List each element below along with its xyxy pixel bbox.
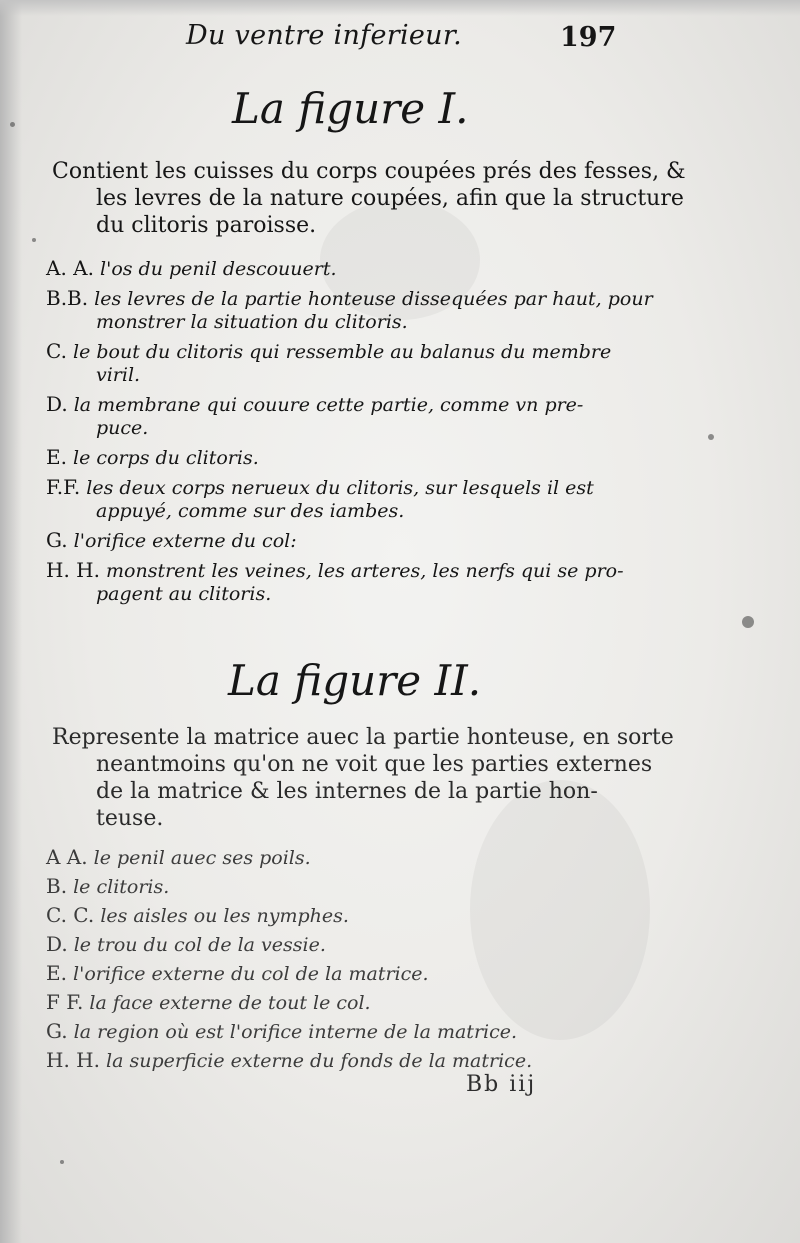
- legend-key: B.B.: [46, 286, 89, 310]
- legend-item: [46, 446, 653, 470]
- legend-continuation: pagent au clitoris.: [96, 583, 272, 605]
- legend-text: la superficie externe du fonds de la matrice.: [106, 1050, 533, 1072]
- legend-item: [46, 340, 653, 387]
- legend-key: C.: [46, 339, 67, 363]
- legend-item: [46, 933, 532, 957]
- intro-line: les levres de la nature coupées, afin que la structure: [96, 186, 684, 211]
- legend-key: D.: [46, 392, 68, 416]
- legend-continuation: monstrer la situation du clitoris.: [96, 311, 408, 333]
- legend-continuation: appuyé, comme sur des iambes.: [96, 500, 405, 522]
- figure-2-intro: [52, 724, 674, 832]
- legend-key: F.F.: [46, 475, 81, 499]
- legend-item: [46, 846, 532, 870]
- intro-line: de la matrice & les internes de la partie hon-: [96, 779, 598, 804]
- legend-text: le clitoris.: [73, 876, 170, 898]
- legend-key: F F.: [46, 990, 84, 1014]
- legend-text: le penil auec ses poils.: [93, 847, 311, 869]
- legend-text: le corps du clitoris.: [73, 447, 259, 469]
- ink-speck: [32, 238, 36, 242]
- legend-item: [46, 991, 532, 1015]
- legend-continuation: viril.: [96, 364, 141, 386]
- legend-text: la region où est l'orifice interne de la matrice.: [73, 1021, 518, 1043]
- signature-mark: Bb iij: [466, 1072, 537, 1097]
- legend-key: B.: [46, 874, 68, 898]
- legend-key: D.: [46, 932, 68, 956]
- legend-text: la face externe de tout le col.: [89, 992, 371, 1014]
- figure-2-legend: [46, 846, 532, 1078]
- legend-key: C. C.: [46, 903, 95, 927]
- legend-key: G.: [46, 528, 68, 552]
- legend-item: [46, 875, 532, 899]
- legend-key: G.: [46, 1019, 68, 1043]
- running-title: Du ventre inferieur.: [186, 20, 462, 51]
- figure-1-legend: [46, 257, 653, 612]
- figure-1-intro: [52, 158, 686, 239]
- intro-line: teuse.: [96, 806, 164, 831]
- legend-text: les levres de la partie honteuse dissequées par haut, pour: [94, 288, 653, 310]
- ink-speck: [742, 616, 754, 628]
- legend-text: monstrent les veines, les arteres, les nerfs qui se pro-: [106, 560, 624, 582]
- intro-line: Contient les cuisses du corps coupées prés des fesses, &: [52, 159, 686, 184]
- page-number: 197: [560, 22, 617, 53]
- legend-text: l'os du penil descouuert.: [100, 258, 337, 280]
- intro-line: Represente la matrice auec la partie honteuse, en sorte: [52, 725, 674, 750]
- legend-item: [46, 904, 532, 928]
- legend-item: [46, 962, 532, 986]
- intro-line: du clitoris paroisse.: [96, 213, 317, 238]
- legend-key: A. A.: [46, 256, 94, 280]
- legend-item: [46, 529, 653, 553]
- legend-text: les aisles ou les nymphes.: [100, 905, 349, 927]
- legend-text: le trou du col de la vessie.: [73, 934, 326, 956]
- legend-text: l'orifice externe du col de la matrice.: [73, 963, 429, 985]
- legend-text: le bout du clitoris qui ressemble au balanus du membre: [73, 341, 612, 363]
- legend-key: H. H.: [46, 558, 100, 582]
- page-edge-shadow-top: [0, 0, 800, 16]
- figure-2-title: La figure II.: [228, 656, 482, 705]
- legend-key: A A.: [46, 845, 88, 869]
- legend-key: E.: [46, 961, 67, 985]
- figure-1-title: La figure I.: [232, 84, 469, 133]
- legend-text: l'orifice externe du col:: [73, 530, 297, 552]
- page-edge-shadow-left: [0, 0, 22, 1243]
- ink-speck: [10, 122, 15, 127]
- legend-item: [46, 257, 653, 281]
- legend-key: E.: [46, 445, 67, 469]
- legend-item: [46, 476, 653, 523]
- legend-text: les deux corps nerueux du clitoris, sur lesquels il est: [86, 477, 594, 499]
- ink-speck: [708, 434, 714, 440]
- legend-item: [46, 287, 653, 334]
- legend-item: [46, 1020, 532, 1044]
- legend-text: la membrane qui couure cette partie, comme vn pre-: [73, 394, 584, 416]
- legend-key: H. H.: [46, 1048, 100, 1072]
- legend-item: [46, 393, 653, 440]
- legend-item: [46, 1049, 532, 1073]
- intro-line: neantmoins qu'on ne voit que les parties externes: [96, 752, 653, 777]
- ink-speck: [60, 1160, 64, 1164]
- legend-item: [46, 559, 653, 606]
- legend-continuation: puce.: [96, 417, 149, 439]
